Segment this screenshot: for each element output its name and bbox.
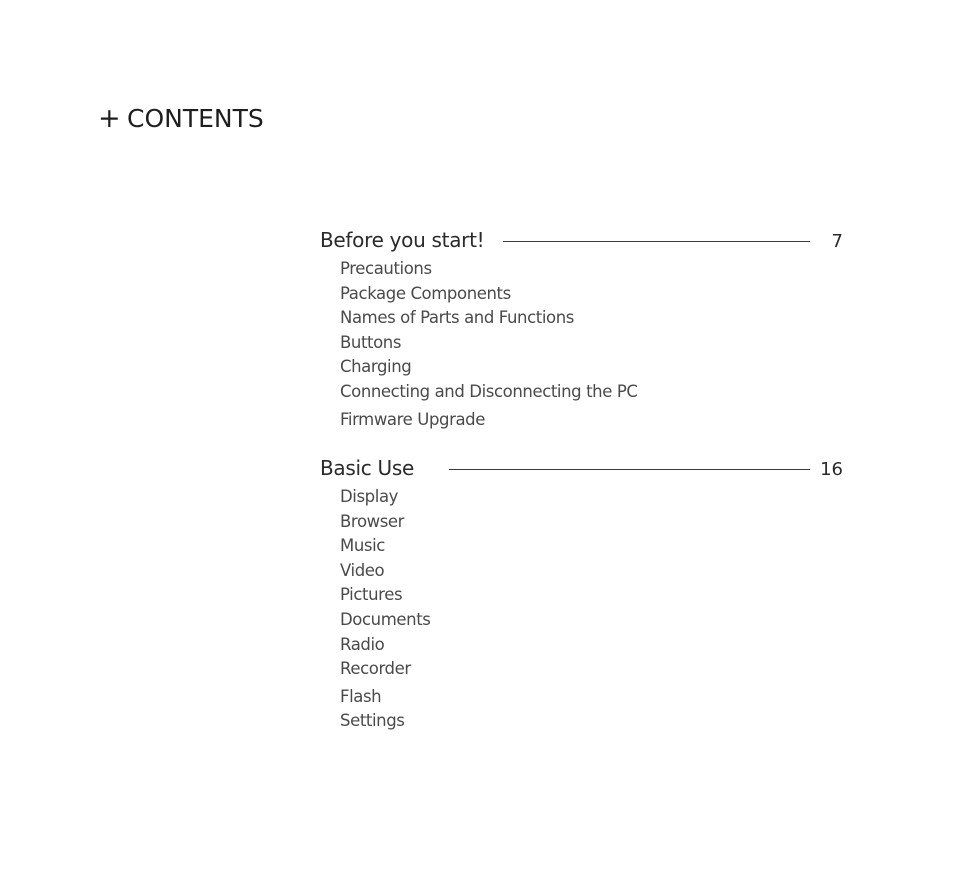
toc-item-flash[interactable]: Flash	[340, 686, 382, 706]
toc-section-basic-use	[320, 454, 843, 734]
toc-item-list	[320, 485, 843, 734]
toc-item-package-components[interactable]: Package Components	[340, 283, 511, 303]
leader-line	[503, 241, 810, 242]
toc-item-precautions[interactable]: Precautions	[340, 259, 432, 278]
toc-item-settings[interactable]: Settings	[340, 711, 405, 731]
plus-icon: +	[98, 103, 121, 134]
section-page-number: 16	[820, 459, 843, 480]
section-title: Before you start!	[320, 228, 485, 252]
section-title: Basic Use	[320, 456, 414, 480]
toc-item-connecting-pc[interactable]: Connecting and Disconnecting the PC	[340, 381, 638, 401]
toc-item-buttons[interactable]: Buttons	[340, 332, 402, 352]
page-title: CONTENTS	[127, 104, 264, 133]
toc-item-firmware-upgrade[interactable]: Firmware Upgrade	[340, 409, 486, 429]
toc-item-browser[interactable]: Browser	[340, 511, 405, 531]
toc-item-video[interactable]: Video	[340, 560, 385, 580]
section-page-number: 7	[831, 231, 843, 252]
toc-item-display[interactable]: Display	[340, 487, 399, 506]
toc-item-pictures[interactable]: Pictures	[340, 585, 403, 605]
toc-item-list	[320, 257, 843, 432]
toc-item-music[interactable]: Music	[340, 536, 385, 556]
toc-item-names-of-parts[interactable]: Names of Parts and Functions	[340, 308, 574, 328]
toc-item-recorder[interactable]: Recorder	[340, 659, 411, 679]
contents-header	[98, 101, 264, 137]
toc-section-heading[interactable]	[320, 454, 843, 482]
toc-item-radio[interactable]: Radio	[340, 634, 385, 654]
toc-section-heading[interactable]	[320, 226, 843, 254]
leader-line	[449, 469, 810, 470]
toc-item-documents[interactable]: Documents	[340, 609, 431, 629]
toc-section-before-you-start	[320, 226, 843, 432]
toc-item-charging[interactable]: Charging	[340, 357, 412, 377]
